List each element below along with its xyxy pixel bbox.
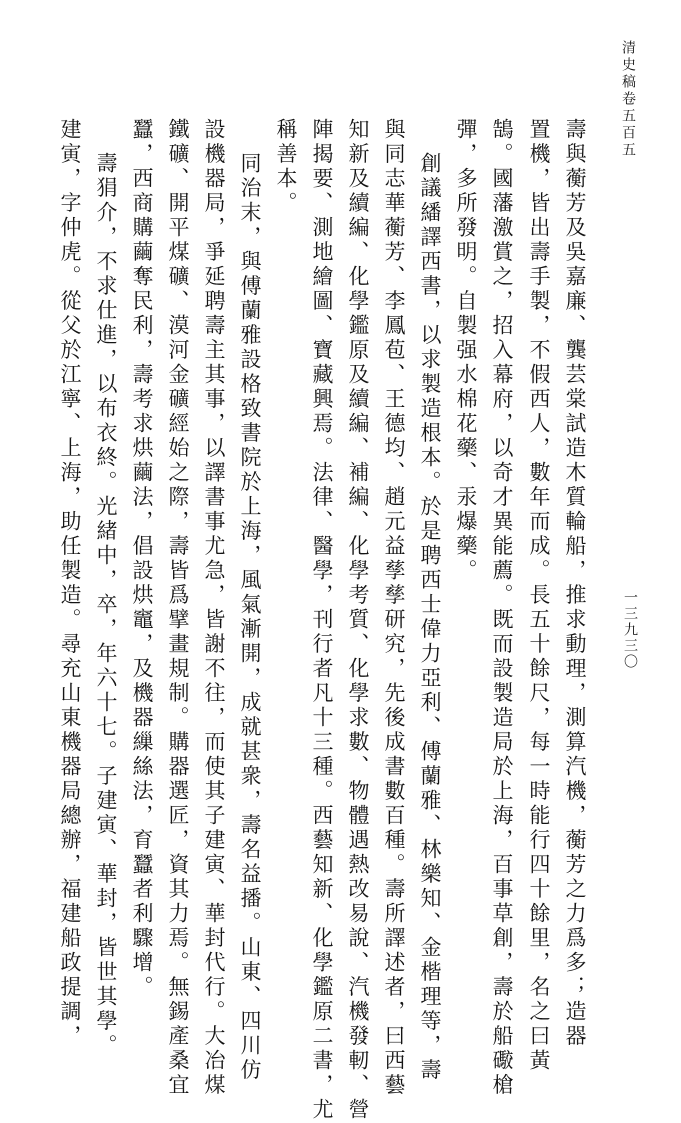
running-header-title: 清史稿卷五百五: [620, 40, 636, 159]
text-column: 稱善本。: [274, 118, 298, 216]
page-number: 一三九三〇: [622, 590, 638, 670]
text-column: 壽狷介，不求仕進，以布衣終。光緒中，卒，年六十七。子建寅、華封，皆世其學。: [94, 152, 118, 1059]
text-column: 蠶，西商購繭奪民利，壽考求烘繭法，倡設烘竈，及機器繅絲法，育蠶者利驟增。: [130, 118, 154, 1000]
text-column: 同治末，與傅蘭雅設格致書院於上海，風氣漸開，成就甚衆，壽名益播。山東、四川仿: [238, 152, 262, 1083]
text-column: 創議繙譯西書，以求製造根本。於是聘西士偉力亞利、傅蘭雅、林樂知、金楷理等，壽: [418, 152, 442, 1083]
text-column: 壽與蘅芳及吳嘉廉、龔芸棠試造木質輪船，推求動理，測算汽機，蘅芳之力爲多；造器: [563, 118, 587, 1049]
text-column: 建寅，字仲虎。從父於江寧、上海，助任製造。尋充山東機器局總辦，福建船政提調，: [58, 118, 82, 1049]
text-column: 設機器局，爭延聘壽主其事，以譯書事尤急，皆謝不往，而使其子建寅、華封代行。大冶煤: [202, 118, 226, 1098]
text-column: 知新及續編、化學鑑原及續編、補編、化學考質、化學求數、物體遇熱改易說、汽機發軔、營: [346, 118, 370, 1123]
text-column: 與同志華蘅芳、李鳳苞、王德均、趙元益孳孳研究，先後成書數百種。壽所譯述者，曰西藝: [382, 118, 406, 1098]
text-column: 彈，多所發明。自製强水棉花藥、汞爆藥。: [454, 118, 478, 584]
text-column: 陣揭要、測地繪圖、寶藏興焉。法律、醫學，刊行者凡十三種。西藝知新、化學鑑原二書，尤: [310, 118, 334, 1123]
text-column: 鵠。國藩激賞之，招入幕府，以奇才異能薦。既而設製造局於上海，百事草創，壽於船礮槍: [490, 118, 514, 1098]
text-column: 鐵礦、開平煤礦、漠河金礦經始之際，壽皆爲擘畫規制。購器選匠，資其力焉。無錫產桑宜: [166, 118, 190, 1098]
text-column: 置機，皆出壽手製，不假西人，數年而成。長五十餘尺，每一時能行四十餘里，名之曰黃: [527, 118, 551, 1074]
